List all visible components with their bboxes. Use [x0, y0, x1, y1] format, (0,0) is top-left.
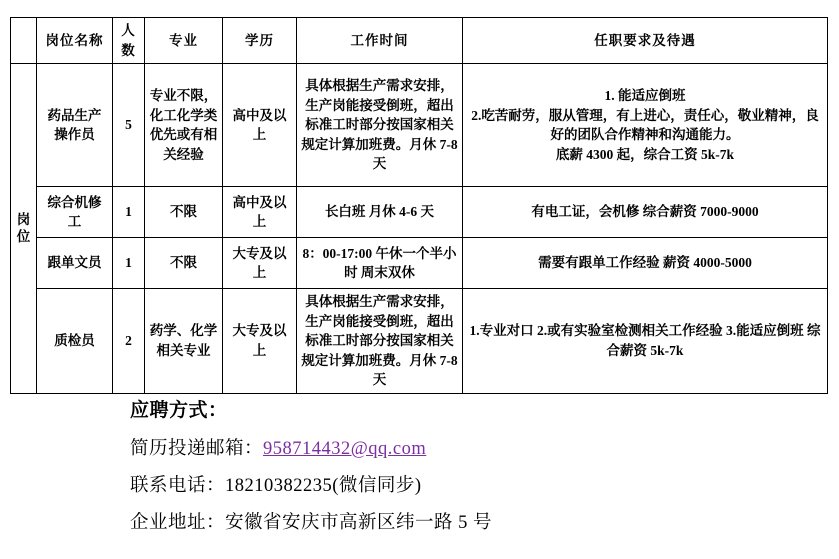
job-count-3: 1 [113, 238, 145, 289]
job-major-2: 不限 [145, 187, 223, 238]
job-major-1: 专业不限，化工化学类优先或有相关经验 [145, 64, 223, 187]
job-requirements-1 [463, 64, 828, 187]
contact-section [130, 395, 820, 545]
contact-heading: 应聘方式： [130, 400, 228, 421]
header-cell-education: 学历 [223, 18, 297, 64]
contact-address-line [130, 508, 820, 534]
header-cell-count: 人数 [113, 18, 145, 64]
phone-value: 18210382235(微信同步) [225, 476, 422, 496]
job-major-4: 药学、化学相关专业 [145, 289, 223, 394]
job-name-3: 跟单文员 [37, 238, 113, 289]
table-row [11, 64, 828, 187]
header-cell-category-blank [11, 18, 37, 64]
job-count-1: 5 [113, 64, 145, 187]
table-header-row [11, 18, 828, 64]
recruitment-poster [0, 17, 839, 559]
job-name-4: 质检员 [37, 289, 113, 394]
requirement-line: 2.吃苦耐劳，服从管理，有上进心，责任心，敬业精神，良好的团队合作精神和沟通能力。 [471, 107, 819, 143]
email-label: 简历投递邮箱： [130, 439, 264, 459]
requirement-line: 1. 能适应倒班 [604, 88, 686, 103]
table-row [11, 238, 828, 289]
job-requirements-2 [463, 187, 828, 238]
job-time-4: 具体根据生产需求安排，生产岗能接受倒班，超出标准工时部分按国家相关规定计算加班费。月休 7-8 天 [297, 289, 463, 394]
job-name-2: 综合机修工 [37, 187, 113, 238]
job-education-4: 大专及以上 [223, 289, 297, 394]
header-cell-job-name: 岗位名称 [37, 18, 113, 64]
requirement-line: 1.专业对口 2.或有实验室检测相关工作经验 3.能适应倒班 综合薪资 5k-7k [469, 323, 821, 359]
table-row [11, 187, 828, 238]
contact-email-line [130, 434, 820, 460]
job-count-4: 2 [113, 289, 145, 394]
requirement-line: 底薪 4300 起，综合工资 5k-7k [555, 146, 735, 162]
job-education-1: 高中及以上 [223, 64, 297, 187]
job-name-1: 药品生产操作员 [37, 64, 113, 187]
job-education-2: 高中及以上 [223, 187, 297, 238]
header-cell-requirements: 任职要求及待遇 [463, 18, 828, 64]
address-value: 安徽省安庆市高新区纬一路 5 号 [225, 513, 493, 533]
job-time-2: 长白班 月休 4-6 天 [297, 187, 463, 238]
category-label-char-1: 岗 [16, 211, 31, 227]
job-requirements-4 [463, 289, 828, 394]
table-row [11, 289, 828, 394]
job-major-3: 不限 [145, 238, 223, 289]
phone-label: 联系电话： [130, 476, 226, 496]
contact-phone-line [130, 471, 820, 497]
address-label: 企业地址： [130, 513, 226, 533]
requirement-line: 有电工证，会机修 综合薪资 7000-9000 [531, 204, 759, 220]
email-link[interactable]: 958714432@qq.com [263, 439, 427, 459]
job-education-3: 大专及以上 [223, 238, 297, 289]
job-listing-table [10, 17, 828, 394]
header-cell-major: 专业 [145, 18, 223, 64]
job-time-3: 8：00-17:00 午休一个半小时 周末双休 [297, 238, 463, 289]
job-count-2: 1 [113, 187, 145, 238]
header-cell-work-time: 工作时间 [297, 18, 463, 64]
requirement-line: 需要有跟单工作经验 薪资 4000-5000 [538, 255, 752, 271]
category-label-char-2: 位 [16, 228, 31, 244]
job-requirements-3 [463, 238, 828, 289]
job-time-1: 具体根据生产需求安排，生产岗能接受倒班，超出标准工时部分按国家相关规定计算加班费。月休 7-8 天 [297, 64, 463, 187]
category-cell [11, 64, 37, 394]
